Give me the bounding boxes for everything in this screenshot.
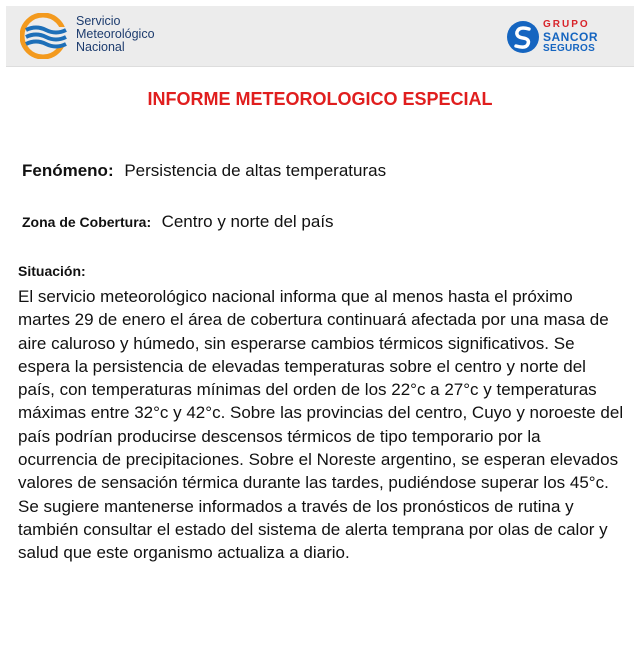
smn-logo-text	[76, 15, 155, 54]
smn-logo-icon	[20, 13, 70, 59]
sancor-logo-line1: GRUPO	[543, 19, 590, 30]
phenomenon-value: Persistencia de altas temperaturas	[124, 161, 387, 180]
sancor-logo-line3: SEGUROS	[543, 43, 596, 54]
smn-logo-line1: Servicio	[76, 14, 121, 28]
phenomenon-row	[22, 161, 386, 181]
sancor-logo-text	[543, 19, 598, 55]
smn-logo-line2: Meteorológico	[76, 27, 155, 41]
coverage-value: Centro y norte del país	[161, 212, 334, 231]
phenomenon-label: Fenómeno:	[22, 161, 114, 180]
situation-label: Situación:	[18, 263, 86, 279]
smn-logo-line3: Nacional	[76, 40, 125, 54]
sancor-logo-line2: SANCOR	[543, 30, 599, 44]
header-bar	[6, 6, 634, 67]
coverage-label: Zona de Cobertura:	[22, 214, 152, 230]
coverage-row	[22, 212, 334, 232]
sancor-logo-icon	[506, 20, 540, 54]
report-title: INFORME METEOROLOGICO ESPECIAL	[147, 89, 493, 109]
situation-text: El servicio meteorológico nacional informa que al menos hasta el próximo martes 29 de enero el área de cobertura continuará afectada por una masa de aire caluroso y húmedo, sin esperarse cambios térmicos significativos. Se espera la persistencia de elevadas temperaturas sobre el centro y norte del país, con temperaturas mínimas del orden de los 22°c a 27°c y temperaturas máximas entre 32°c y 42°c. Sobre las provincias del centro, Cuyo y noroeste del país podrían producirse descensos térmicos de tipo temporario por la ocurrencia de precipitaciones. Sobre el Noreste argentino, se esperan elevados valores de sensación térmica durante las tardes, pudiéndose superar los 45°c. Se sugiere mantenerse informados a través de los pronósticos de rutina y también consultar el estado del sistema de alerta temprana por olas de calor y salud que este organismo actualiza a diario.	[18, 287, 624, 563]
